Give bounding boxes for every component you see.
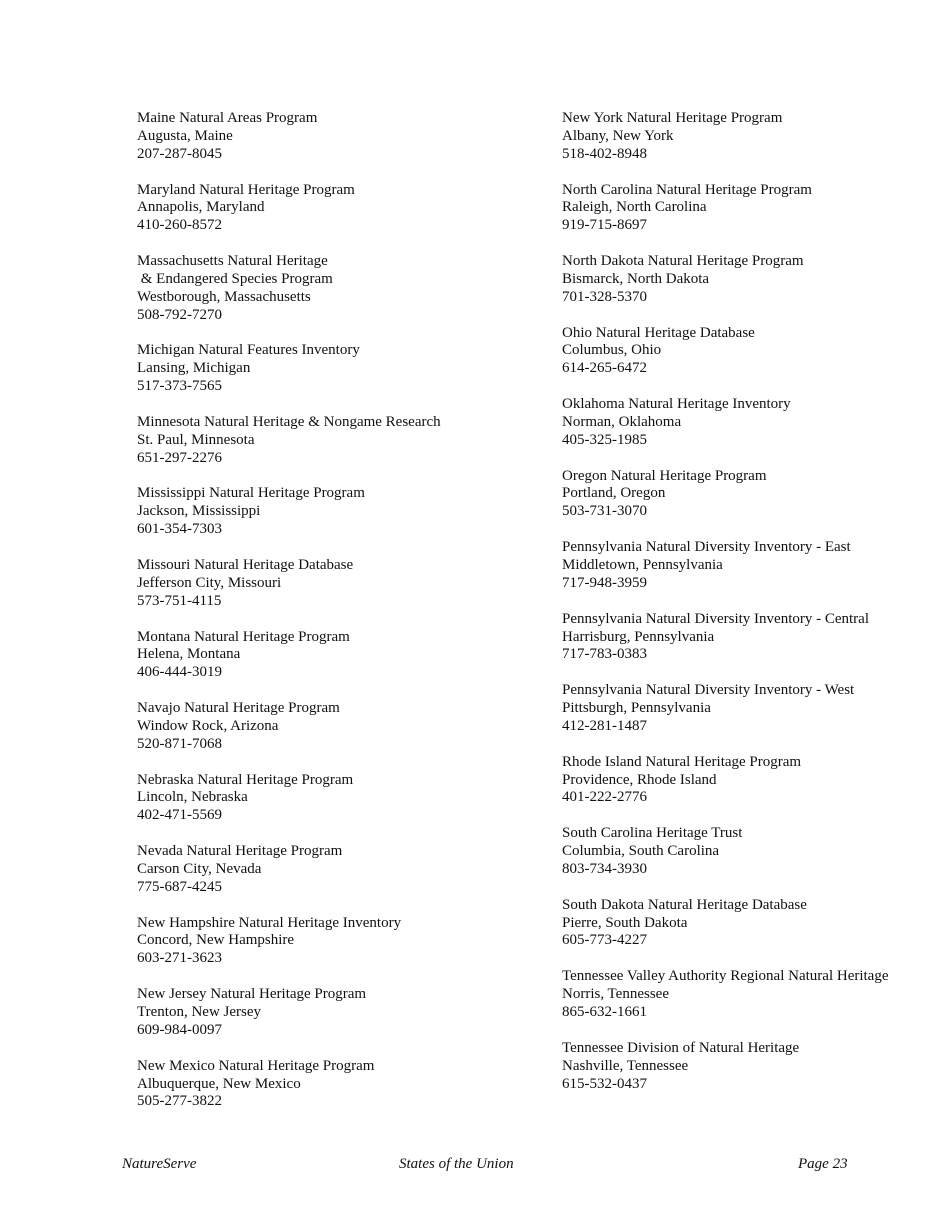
program-name-continued: & Endangered Species Program xyxy=(137,270,333,287)
program-phone: 508-792-7270 xyxy=(137,306,222,323)
program-entry xyxy=(562,325,889,379)
program-location: St. Paul, Minnesota xyxy=(137,431,255,448)
program-phone: 518-402-8948 xyxy=(562,145,647,162)
program-name: Mississippi Natural Heritage Program xyxy=(137,485,365,502)
program-phone: 615-532-0437 xyxy=(562,1075,647,1092)
program-location: Jackson, Mississippi xyxy=(137,503,261,520)
program-location: Pierre, South Dakota xyxy=(562,914,688,931)
program-entry xyxy=(562,468,889,522)
program-entry xyxy=(137,915,441,969)
program-entry xyxy=(137,1058,441,1112)
program-name: Missouri Natural Heritage Database xyxy=(137,557,354,573)
footer-publisher: NatureServe xyxy=(122,1156,197,1172)
program-entry xyxy=(137,843,441,897)
program-entry xyxy=(562,253,889,307)
program-name: Oregon Natural Heritage Program xyxy=(562,467,767,484)
program-name: Nebraska Natural Heritage Program xyxy=(137,771,354,788)
program-entry xyxy=(562,825,889,879)
program-entry xyxy=(562,182,889,236)
program-name: Pennsylvania Natural Diversity Inventory - West xyxy=(562,682,855,699)
program-location: Westborough, Massachusetts xyxy=(137,288,311,305)
program-entry xyxy=(137,772,441,826)
program-name: Pennsylvania Natural Diversity Inventory - East xyxy=(562,539,851,556)
program-name: Michigan Natural Features Inventory xyxy=(137,342,360,359)
program-entry xyxy=(562,1040,889,1094)
left-column xyxy=(137,110,441,1129)
footer-title: States of the Union xyxy=(399,1156,514,1172)
program-phone: 717-948-3959 xyxy=(562,574,647,591)
program-phone: 605-773-4227 xyxy=(562,932,647,949)
program-entry xyxy=(562,754,889,808)
program-location: Norman, Oklahoma xyxy=(562,413,682,430)
program-entry xyxy=(137,342,441,396)
program-entry xyxy=(562,897,889,951)
program-name: South Carolina Heritage Trust xyxy=(562,825,743,842)
program-phone: 412-281-1487 xyxy=(562,717,647,734)
program-phone: 401-222-2776 xyxy=(562,789,647,806)
program-phone: 601-354-7303 xyxy=(137,521,222,538)
program-name: South Dakota Natural Heritage Database xyxy=(562,896,807,913)
program-location: Carson City, Nevada xyxy=(137,860,262,877)
program-entry xyxy=(137,557,441,611)
program-entry xyxy=(137,986,441,1040)
program-location: Columbus, Ohio xyxy=(562,342,662,359)
program-name: Maryland Natural Heritage Program xyxy=(137,181,355,198)
program-phone: 405-325-1985 xyxy=(562,431,647,448)
program-location: Lincoln, Nebraska xyxy=(137,789,248,806)
program-name: New Jersey Natural Heritage Program xyxy=(137,986,367,1003)
footer-page-number: Page 23 xyxy=(798,1156,848,1172)
program-name: Maine Natural Areas Program xyxy=(137,110,318,126)
program-entry xyxy=(562,396,889,450)
program-location: Pittsburgh, Pennsylvania xyxy=(562,700,711,717)
program-phone: 505-277-3822 xyxy=(137,1093,222,1110)
program-location: Annapolis, Maryland xyxy=(137,199,265,216)
program-phone: 614-265-6472 xyxy=(562,360,647,377)
program-entry xyxy=(562,539,889,593)
program-name: Pennsylvania Natural Diversity Inventory - Central xyxy=(562,610,870,627)
program-entry xyxy=(562,110,889,164)
program-phone: 701-328-5370 xyxy=(562,288,647,305)
program-location: Middletown, Pennsylvania xyxy=(562,557,723,573)
program-name: Ohio Natural Heritage Database xyxy=(562,324,755,341)
program-phone: 406-444-3019 xyxy=(137,664,222,681)
program-name: Tennessee Valley Authority Regional Natural Heritage xyxy=(562,968,889,985)
program-name: New Hampshire Natural Heritage Inventory xyxy=(137,914,402,931)
program-entry xyxy=(137,414,441,468)
program-phone: 603-271-3623 xyxy=(137,950,222,967)
program-location: Trenton, New Jersey xyxy=(137,1004,262,1020)
program-location: Bismarck, North Dakota xyxy=(562,270,710,287)
program-location: Portland, Oregon xyxy=(562,485,666,502)
program-name: North Dakota Natural Heritage Program xyxy=(562,253,804,270)
program-phone: 503-731-3070 xyxy=(562,503,647,520)
program-entry xyxy=(137,700,441,754)
program-name: Massachusetts Natural Heritage xyxy=(137,253,328,270)
program-location: Harrisburg, Pennsylvania xyxy=(562,628,715,645)
program-phone: 573-751-4115 xyxy=(137,592,222,609)
program-name: Rhode Island Natural Heritage Program xyxy=(562,753,802,770)
program-location: Norris, Tennessee xyxy=(562,986,669,1003)
program-location: Window Rock, Arizona xyxy=(137,717,279,734)
program-location: Augusta, Maine xyxy=(137,127,233,144)
program-entry xyxy=(137,253,441,325)
program-phone: 609-984-0097 xyxy=(137,1021,222,1038)
program-location: Albany, New York xyxy=(562,127,674,144)
right-column xyxy=(562,110,889,1111)
program-phone: 717-783-0383 xyxy=(562,646,647,663)
program-name: Navajo Natural Heritage Program xyxy=(137,700,340,717)
program-name: New Mexico Natural Heritage Program xyxy=(137,1057,375,1074)
program-entry xyxy=(562,968,889,1022)
program-location: Lansing, Michigan xyxy=(137,360,251,377)
program-entry xyxy=(137,110,441,164)
program-location: Jefferson City, Missouri xyxy=(137,574,282,591)
program-entry xyxy=(562,611,889,665)
program-name: Montana Natural Heritage Program xyxy=(137,628,350,645)
program-name: Tennessee Division of Natural Heritage xyxy=(562,1039,800,1056)
program-entry xyxy=(137,629,441,683)
program-location: Albuquerque, New Mexico xyxy=(137,1075,301,1092)
program-phone: 207-287-8045 xyxy=(137,145,222,162)
program-entry xyxy=(137,485,441,539)
program-location: Providence, Rhode Island xyxy=(562,771,717,788)
program-location: Raleigh, North Carolina xyxy=(562,199,707,216)
program-location: Helena, Montana xyxy=(137,646,241,663)
program-phone: 919-715-8697 xyxy=(562,217,647,234)
program-name: Nevada Natural Heritage Program xyxy=(137,843,343,860)
program-location: Concord, New Hampshire xyxy=(137,932,295,949)
program-phone: 865-632-1661 xyxy=(562,1004,647,1020)
program-phone: 803-734-3930 xyxy=(562,860,647,877)
program-phone: 775-687-4245 xyxy=(137,878,222,895)
program-entry xyxy=(137,182,441,236)
program-name: Minnesota Natural Heritage & Nongame Research xyxy=(137,413,441,430)
program-name: North Carolina Natural Heritage Program xyxy=(562,181,812,198)
program-location: Columbia, South Carolina xyxy=(562,843,720,860)
program-phone: 402-471-5569 xyxy=(137,807,222,824)
program-name: New York Natural Heritage Program xyxy=(562,110,783,126)
program-phone: 651-297-2276 xyxy=(137,449,222,466)
program-phone: 410-260-8572 xyxy=(137,217,222,234)
program-entry xyxy=(562,682,889,736)
program-name: Oklahoma Natural Heritage Inventory xyxy=(562,396,791,413)
program-location: Nashville, Tennessee xyxy=(562,1057,689,1074)
program-phone: 520-871-7068 xyxy=(137,735,222,752)
program-phone: 517-373-7565 xyxy=(137,378,222,395)
